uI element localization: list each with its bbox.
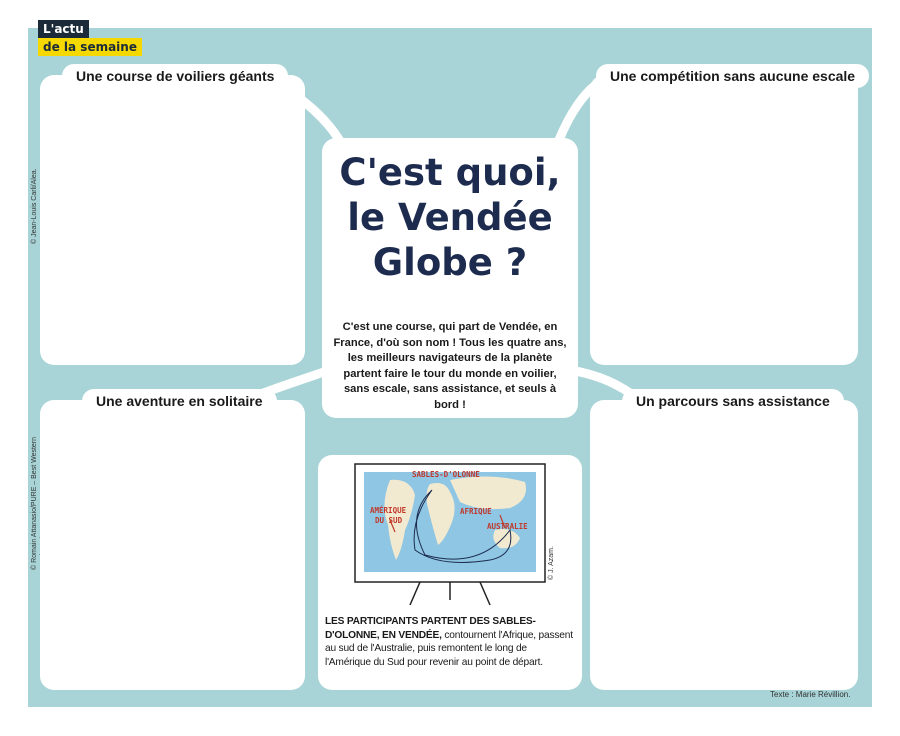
panel-assistance: [590, 400, 858, 690]
panel-solitaire: [40, 400, 305, 690]
map-caption-text: contournent l'Afrique, passent au sud de l'Australie, puis remontent le long de l'Amérique du Sud pour revenir au point de départ.: [325, 629, 573, 668]
center-title-line-1: C'est quoi,: [339, 151, 561, 194]
map-caption-bold: LES PARTICIPANTS PARTENT DES SABLES-D'OLONNE, EN VENDÉE,: [325, 616, 536, 641]
signature: Texte : Marie Révillion.: [770, 690, 851, 699]
map-easel: [350, 460, 550, 610]
heading-solitaire: Une aventure en solitaire: [82, 389, 277, 413]
map-label-afrique: AFRIQUE: [460, 507, 492, 516]
heading-escale: Une compétition sans aucune escale: [596, 64, 869, 88]
section-tag: [38, 20, 142, 56]
map-label-sables: SABLES-D'OLONNE: [412, 470, 480, 479]
center-title: [330, 150, 570, 285]
center-title-line-3: Globe ?: [372, 241, 528, 284]
map-caption: [325, 615, 575, 669]
map-label-amerique-1: AMÉRIQUE: [370, 506, 407, 515]
heading-assistance: Un parcours sans assistance: [622, 389, 844, 413]
credit-voiliers: © Jean-Louis Carli/Alea.: [31, 168, 38, 244]
credit-solitaire-1: © Romain Attanasio/PURE – Best Western: [31, 436, 38, 570]
tag-line-2: de la semaine: [38, 38, 142, 56]
map-label-australie: AUSTRALIE: [487, 522, 528, 531]
heading-voiliers: Une course de voiliers géants: [62, 64, 288, 88]
panel-voiliers: [40, 75, 305, 365]
center-intro-text: C'est une course, qui part de Vendée, en France, d'où son nom ! Tous les quatre ans, les meilleurs navigateurs de la planète partent faire le tour du monde en voilier, sans escale, sans assistance, et seuls à bord !: [333, 321, 567, 411]
credit-map: © J. Azam.: [548, 546, 555, 580]
tag-line-1: L'actu: [38, 20, 89, 38]
panel-escale: [590, 75, 858, 365]
center-title-line-2: le Vendée: [347, 196, 553, 239]
map-label-amerique-2: DU SUD: [375, 516, 403, 525]
